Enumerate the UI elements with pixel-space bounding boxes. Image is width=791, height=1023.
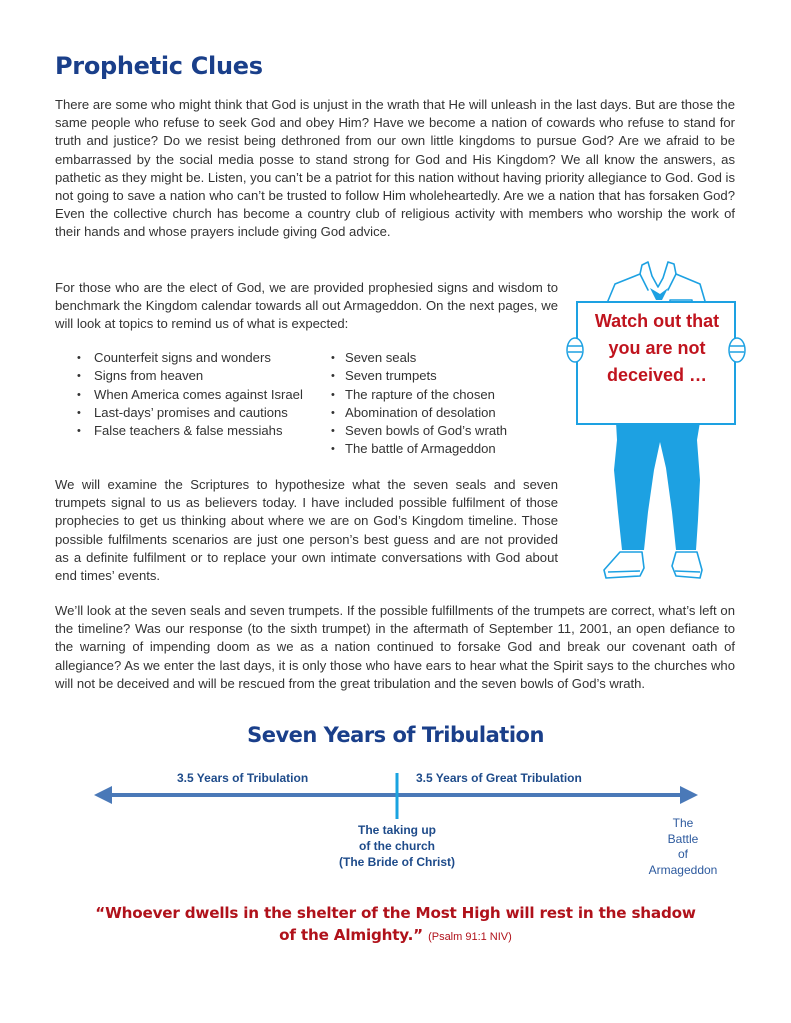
arrow-left-icon [94, 786, 112, 804]
topics-list-left [75, 349, 305, 440]
marker-line: The taking up [358, 823, 436, 837]
timeline-title: Seven Years of Tribulation [247, 723, 544, 747]
list-item: • Last-days’ promises and cautions [75, 404, 305, 422]
intro-paragraph: There are some who might think that God is unjust in the wrath that He will unleash in the last days. But are those the same people who refuse to seek God and obey Him? Have we become a nation of cowards who refuse to stand for truth and justice? Do we resist being dethroned from our own little kingdoms to pursue God? Are we afraid to be embarrassed by the social media posse to stand strong for God and His Kingdom? We all know the answers, as pathetic as they might be. Listen, you can’t be a patriot for this nation without having priority allegiance to God. God is not going to save a nation who can’t be trusted to follow Him wholeheartedly. Are we a nation that has forsaken God? Even the collective church has become a country club of religious activity with members who worship the work of their hands and whose prayers include giving God advice. [55, 97, 735, 240]
end-line: Armageddon [648, 862, 718, 877]
sign-line-3: deceived … [606, 365, 708, 385]
rapture-marker-label [327, 822, 467, 870]
end-line: of [677, 847, 688, 861]
marker-line: of the church [358, 839, 435, 853]
sign-text [577, 308, 737, 389]
arrow-right-icon [680, 786, 698, 804]
seals-paragraph: We’ll look at the seven seals and seven trumpets. If the possible fulfillments of the trumpets are correct, what’s left on the timeline? Was our response (to the sixth trumpet) in the aftermath of September 11, 2001, an open defiance to the warning of impending doom as we as a nation continued to forsake God and break our covenant oath of allegiance? As we enter the last days, it is only those who have ears to hear what the Spirit says to the churches who will not be deceived and will be rescued from the great tribulation and the seven bowls of God’s wrath. [55, 603, 735, 691]
left-segment-label: 3.5 Years of Tribulation [177, 771, 309, 785]
armageddon-end-label [628, 816, 738, 878]
list-item: • False teachers & false messiahs [75, 422, 305, 440]
page-title: Prophetic Clues [55, 52, 263, 80]
quote-closing: .” [407, 926, 423, 944]
marker-line: (The Bride of Christ) [339, 855, 455, 869]
quote-line-2: of the Almighty [279, 926, 408, 944]
list-item: • Abomination of desolation [331, 404, 561, 422]
scripture-quote [60, 902, 731, 948]
quote-citation: (Psalm 91:1 NIV) [428, 931, 512, 943]
list-item: • Signs from heaven [75, 367, 305, 385]
right-segment-label: 3.5 Years of Great Tribulation [416, 771, 582, 785]
elect-paragraph: For those who are the elect of God, we are provided prophesied signs and wisdom to benchmark the Kingdom calendar towards all out Armageddon. On the next pages, we will look at topics to remind us of what is expected: [55, 280, 558, 332]
list-item: • Seven bowls of God’s wrath [331, 422, 561, 440]
scriptures-paragraph: We will examine the Scriptures to hypothesize what the seven seals and seven trumpets signal to us as believers today. I have included possible fulfilment of those prophecies to get us thinking about where we are on God’s Kingdom timeline. Those possible fulfilments scenarios are just one person’s best guess and are not provided as a definite fulfilment or to replace your own intimate conversations with God about end times’ events. [55, 477, 558, 584]
quote-line-1: “Whoever dwells in the shelter of the Most High will rest in the shadow [95, 904, 696, 922]
list-item: • Counterfeit signs and wonders [75, 349, 305, 367]
sign-line-2: you are not [608, 338, 706, 358]
list-item: • The battle of Armageddon [331, 440, 561, 458]
end-line: The [672, 816, 694, 830]
list-item: • Seven trumpets [331, 367, 561, 385]
end-line: Battle [667, 831, 699, 846]
sign-line-1: Watch out that [594, 311, 720, 331]
topics-list-right [331, 349, 561, 459]
list-item: • Seven seals [331, 349, 561, 367]
list-item: • When America comes against Israel [75, 386, 305, 404]
list-item: • The rapture of the chosen [331, 386, 561, 404]
